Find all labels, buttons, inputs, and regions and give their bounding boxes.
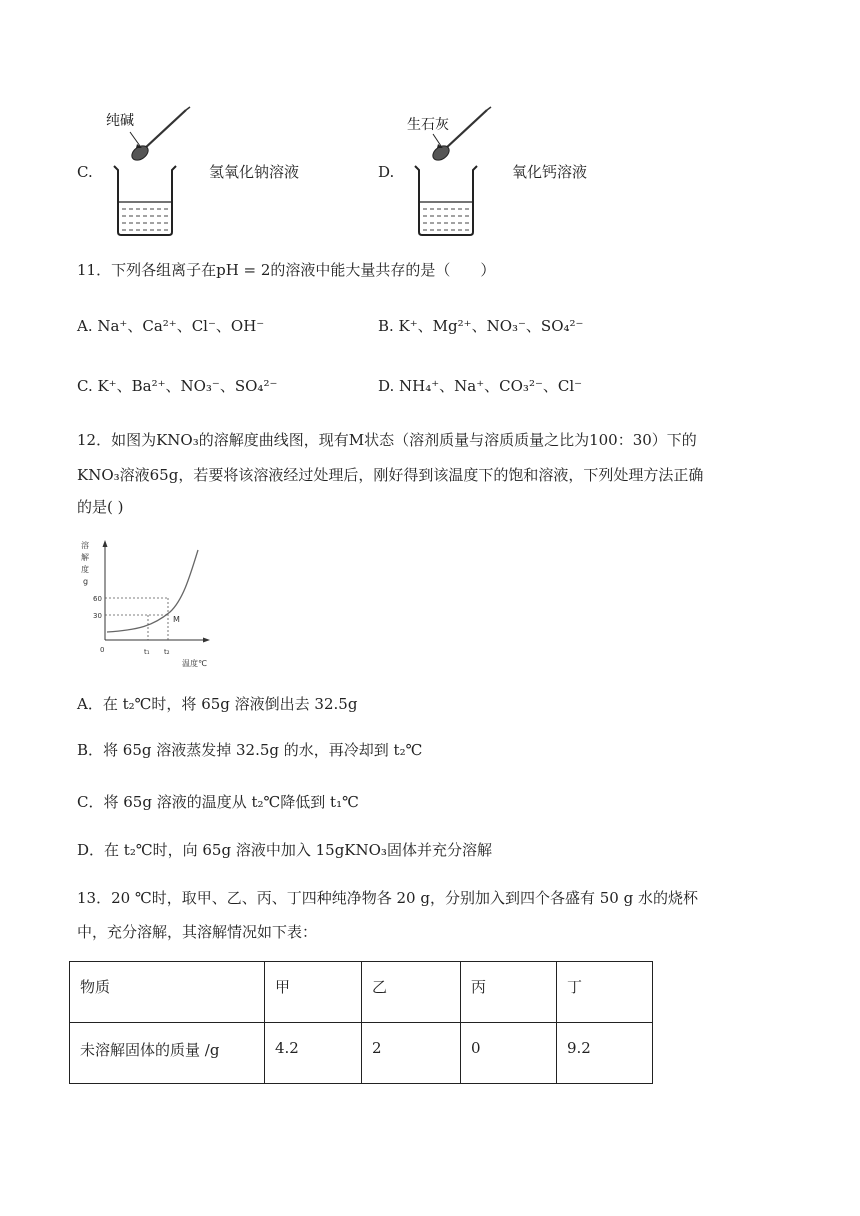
graph-ylabel-1: 溶	[81, 541, 89, 550]
graph-origin: 0	[100, 646, 105, 654]
q12-stem-line2: KNO₃溶液65g，若要将该溶液经过处理后，刚好得到该温度下的饱和溶液，下列处理方法正确	[77, 466, 704, 484]
q12-option-a: A．在 t₂℃时，将 65g 溶液倒出去 32.5g	[77, 695, 358, 713]
option-c-solution: 氢氧化钠溶液	[209, 163, 300, 181]
graph-xlabel: 温度℃	[182, 659, 207, 668]
q13-stem-line1: 13．20 ℃时，取甲、乙、丙、丁四种纯净物各 20 g，分别加入到四个各盛有 50 g 水的烧杯	[77, 889, 698, 907]
beaker-spoon-figure-d	[401, 104, 501, 242]
table-header-cell: 甲	[265, 962, 362, 1023]
graph-ylabel-3: 度	[81, 565, 89, 574]
spoon-label-d: 生石灰	[407, 116, 449, 132]
table-row	[70, 1023, 653, 1084]
q11-option-c: C. K⁺、Ba²⁺、NO₃⁻、SO₄²⁻	[77, 377, 278, 395]
graph-xtick-t1: t₁	[144, 648, 150, 656]
graph-xtick-t2: t₂	[164, 648, 170, 656]
table-header-cell: 乙	[362, 962, 461, 1023]
graph-ylabel-2: 解	[81, 553, 89, 562]
spoon-label-c: 纯碱	[106, 112, 134, 128]
table-cell: 9.2	[557, 1023, 653, 1084]
q11-stem: 11．下列各组离子在pH = 2的溶液中能大量共存的是（ ）	[77, 261, 496, 279]
beaker-spoon-figure-c	[100, 104, 200, 242]
graph-point-m: M	[173, 615, 180, 624]
solubility-curve-graph	[78, 536, 228, 670]
q11-option-a: A. Na⁺、Ca²⁺、Cl⁻、OH⁻	[77, 317, 265, 335]
option-d-letter: D.	[378, 163, 395, 181]
q12-stem-line3: 的是( )	[77, 498, 124, 516]
q12-option-b: B．将 65g 溶液蒸发掉 32.5g 的水，再冷却到 t₂℃	[77, 741, 423, 759]
q11-option-b: B. K⁺、Mg²⁺、NO₃⁻、SO₄²⁻	[378, 317, 584, 335]
q12-stem-line1: 12．如图为KNO₃的溶解度曲线图，现有M状态（溶剂质量与溶质质量之比为100：30）下的	[77, 431, 697, 449]
table-cell: 2	[362, 1023, 461, 1084]
table-cell: 4.2	[265, 1023, 362, 1084]
q12-option-d: D．在 t₂℃时，向 65g 溶液中加入 15gKNO₃固体并充分溶解	[77, 841, 492, 859]
option-c-letter: C.	[77, 163, 93, 181]
table-cell: 0	[461, 1023, 557, 1084]
solubility-table	[69, 961, 653, 1084]
table-header-cell: 物质	[70, 962, 265, 1023]
q12-option-c: C．将 65g 溶液的温度从 t₂℃降低到 t₁℃	[77, 793, 359, 811]
graph-ytick-30: 30	[93, 612, 102, 620]
q13-stem-line2: 中，充分溶解，其溶解情况如下表：	[77, 923, 318, 941]
graph-ylabel-4: g	[83, 577, 89, 586]
table-header-cell: 丁	[557, 962, 653, 1023]
table-cell: 未溶解固体的质量 /g	[70, 1023, 265, 1084]
table-header-cell: 丙	[461, 962, 557, 1023]
option-d-solution: 氧化钙溶液	[512, 163, 588, 181]
q11-option-d: D. NH₄⁺、Na⁺、CO₃²⁻、Cl⁻	[378, 377, 583, 395]
graph-ytick-60: 60	[93, 595, 102, 603]
table-header-row	[70, 962, 653, 1023]
